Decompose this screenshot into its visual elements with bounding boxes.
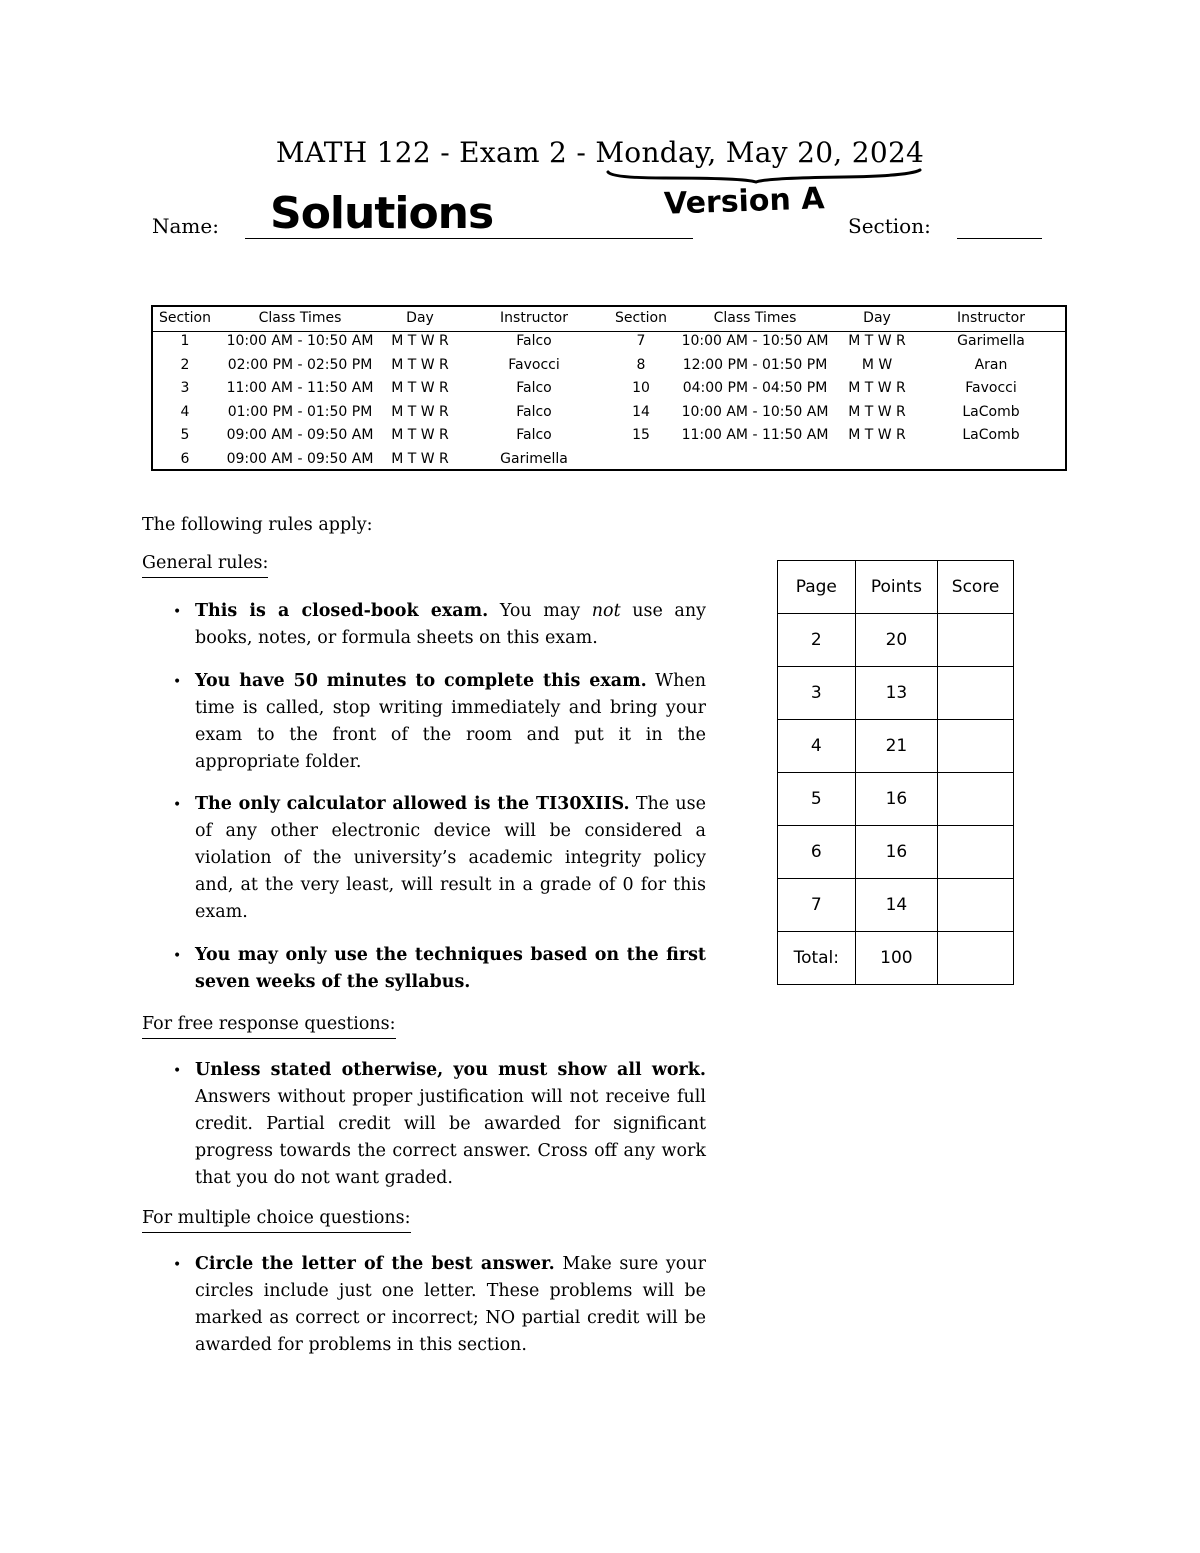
- score-cell-score[interactable]: [938, 773, 1014, 826]
- score-cell-score[interactable]: [938, 932, 1014, 985]
- rule-item: [195, 791, 706, 926]
- score-row: [778, 614, 1014, 667]
- score-row: [778, 932, 1014, 985]
- schedule-cell-class-times: 04:00 PM - 04:50 PM: [682, 380, 828, 396]
- score-header-page: Page: [778, 561, 856, 614]
- schedule-cell-class-times: 10:00 AM - 10:50 AM: [681, 403, 829, 420]
- schedule-cell-class-times: 01:00 PM - 01:50 PM: [227, 403, 373, 420]
- rule-item-text: When time is called, stop writing immediately and bring your exam to the front of the room and put it in the appropriate folder.: [195, 671, 706, 772]
- schedule-cell-instructor: Falco: [516, 427, 552, 443]
- bullet-icon: •: [173, 674, 182, 690]
- score-cell-page: 7: [778, 879, 856, 932]
- score-row: [778, 826, 1014, 879]
- rule-item: [195, 598, 706, 652]
- exam-title: MATH 122 - Exam 2 - Monday, May 20, 2024: [275, 136, 925, 169]
- bullet-icon: •: [173, 948, 182, 964]
- version-handwritten-note: Version A: [663, 181, 826, 222]
- schedule-cell-section: 8: [636, 356, 646, 373]
- score-table: [777, 560, 1014, 991]
- rule-item-emphasis: The only calculator allowed is the TI30XIIS.: [195, 794, 630, 814]
- rule-item-emphasis: This is a closed-book exam.: [195, 601, 489, 621]
- schedule-cell-instructor: LaComb: [962, 427, 1020, 443]
- schedule-cell-day: M T W R: [848, 333, 906, 349]
- schedule-cell-instructor: Falco: [516, 380, 552, 396]
- schedule-cell-day: M T W R: [848, 380, 906, 396]
- score-header-points: Points: [855, 561, 938, 614]
- schedule-cell-class-times: 09:00 AM - 09:50 AM: [226, 450, 374, 467]
- score-cell-page: 2: [778, 614, 856, 667]
- schedule-cell-day: M T W R: [391, 450, 449, 467]
- schedule-cell-instructor: Favocci: [508, 356, 560, 373]
- score-row: [778, 879, 1014, 932]
- schedule-cell-day: M T W R: [848, 427, 906, 443]
- schedule-cell-instructor: Favocci: [965, 380, 1017, 396]
- score-cell-page: Total:: [778, 932, 856, 985]
- schedule-cell-section: 10: [632, 380, 650, 396]
- schedule-cell-class-times: 11:00 AM - 11:50 AM: [681, 427, 829, 443]
- score-row: [778, 773, 1014, 826]
- rule-item: [195, 1251, 706, 1359]
- schedule-cell-section: 4: [180, 403, 190, 420]
- general-rules-heading: General rules:: [142, 553, 268, 573]
- rule-item-text: You may not use any books, notes, or formula sheets on this exam.: [195, 601, 707, 648]
- schedule-cell-class-times: 09:00 AM - 09:50 AM: [226, 427, 374, 443]
- score-cell-points: 16: [855, 826, 938, 879]
- score-cell-points: 13: [855, 667, 938, 720]
- schedule-cell-instructor: Aran: [974, 356, 1008, 373]
- schedule-cell-day: M T W R: [391, 380, 449, 396]
- schedule-cell-day: M T W R: [391, 356, 449, 373]
- schedule-cell-section: 14: [632, 403, 650, 420]
- rule-item-emphasis: You may only use the techniques based on the first seven weeks of the syllabus.: [195, 945, 706, 992]
- schedule-cell-section: 15: [632, 427, 650, 443]
- schedule-header-class-times: Class Times: [258, 310, 342, 326]
- score-cell-score[interactable]: [938, 879, 1014, 932]
- rules-intro: The following rules apply:: [142, 515, 373, 535]
- rule-item: [195, 1057, 706, 1192]
- bullet-icon: •: [173, 1257, 182, 1273]
- section-label: Section:: [848, 214, 931, 238]
- free-response-heading: For free response questions:: [142, 1014, 396, 1034]
- schedule-cell-instructor: Falco: [516, 403, 552, 420]
- schedule-cell-day: M W: [861, 356, 893, 373]
- schedule-cell-section: 6: [180, 450, 190, 467]
- schedule-cell-section: 1: [180, 333, 190, 349]
- schedule-header-day: Day: [863, 310, 891, 326]
- bullet-icon: •: [173, 797, 182, 813]
- schedule-header-instructor: Instructor: [957, 310, 1025, 326]
- score-cell-score[interactable]: [938, 720, 1014, 773]
- bullet-icon: •: [173, 1063, 182, 1079]
- schedule-cell-class-times: 02:00 PM - 02:50 PM: [227, 356, 373, 373]
- schedule-cell-instructor: Garimella: [957, 333, 1025, 349]
- rule-item: [195, 668, 706, 776]
- score-cell-points: 20: [855, 614, 938, 667]
- score-cell-points: 16: [855, 773, 938, 826]
- schedule-cell-section: 3: [180, 380, 190, 396]
- schedule-cell-section: 5: [180, 427, 190, 443]
- schedule-cell-day: M T W R: [848, 403, 906, 420]
- score-cell-score[interactable]: [938, 826, 1014, 879]
- score-cell-score[interactable]: [938, 614, 1014, 667]
- schedule-cell-class-times: 10:00 AM - 10:50 AM: [226, 333, 374, 349]
- schedule-header-day: Day: [406, 310, 434, 326]
- score-header-score: Score: [938, 561, 1014, 614]
- schedule-cell-instructor: LaComb: [962, 403, 1020, 420]
- schedule-header-row: [153, 307, 1065, 332]
- schedule-cell-day: M T W R: [391, 333, 449, 349]
- section-schedule-table: [151, 305, 1067, 471]
- schedule-cell-day: M T W R: [391, 427, 449, 443]
- schedule-header-instructor: Instructor: [500, 310, 568, 326]
- schedule-cell-instructor: Garimella: [500, 450, 568, 467]
- score-cell-points: 100: [855, 932, 938, 985]
- score-row: [778, 720, 1014, 773]
- score-cell-page: 4: [778, 720, 856, 773]
- bullet-icon: •: [173, 604, 182, 620]
- schedule-header-section: Section: [614, 310, 667, 326]
- schedule-cell-day: M T W R: [391, 403, 449, 420]
- schedule-header-class-times: Class Times: [713, 310, 797, 326]
- rule-item: [195, 942, 706, 996]
- schedule-cell-section: 7: [636, 333, 646, 349]
- score-cell-page: 3: [778, 667, 856, 720]
- section-underline: [957, 238, 1042, 239]
- schedule-cell-instructor: Falco: [516, 333, 552, 349]
- score-cell-points: 21: [855, 720, 938, 773]
- rule-item-text: Answers without proper justification will not receive full credit. Partial credit will be awarded for significant progress towards the correct answer. Cross off any work that you do not want graded.: [195, 1087, 706, 1188]
- rule-item-text: Make sure your circles include just one letter. These problems will be marked as correct or incorrect; NO partial credit will be awarded for problems in this section.: [195, 1254, 706, 1355]
- score-cell-page: 6: [778, 826, 856, 879]
- rule-item-text: The use of any other electronic device will be considered a violation of the university’s academic integrity policy and, at the very least, will result in a grade of 0 for this exam.: [195, 794, 706, 922]
- multiple-choice-heading: For multiple choice questions:: [142, 1208, 411, 1228]
- schedule-header-section: Section: [158, 310, 211, 326]
- schedule-cell-class-times: 12:00 PM - 01:50 PM: [682, 356, 828, 373]
- score-cell-score[interactable]: [938, 667, 1014, 720]
- schedule-cell-class-times: 10:00 AM - 10:50 AM: [681, 333, 829, 349]
- rule-item-emphasis: Unless stated otherwise, you must show all work.: [195, 1060, 706, 1080]
- score-table-header-row: [778, 561, 1014, 614]
- schedule-cell-section: 2: [180, 356, 190, 373]
- schedule-cell-class-times: 11:00 AM - 11:50 AM: [226, 380, 374, 396]
- rule-item-emphasis: You have 50 minutes to complete this exam.: [195, 671, 647, 691]
- name-handwritten-value: Solutions: [270, 188, 494, 239]
- score-cell-points: 14: [855, 879, 938, 932]
- name-label: Name:: [152, 214, 219, 238]
- rule-item-emphasis: Circle the letter of the best answer.: [195, 1254, 555, 1274]
- score-cell-page: 5: [778, 773, 856, 826]
- score-row: [778, 667, 1014, 720]
